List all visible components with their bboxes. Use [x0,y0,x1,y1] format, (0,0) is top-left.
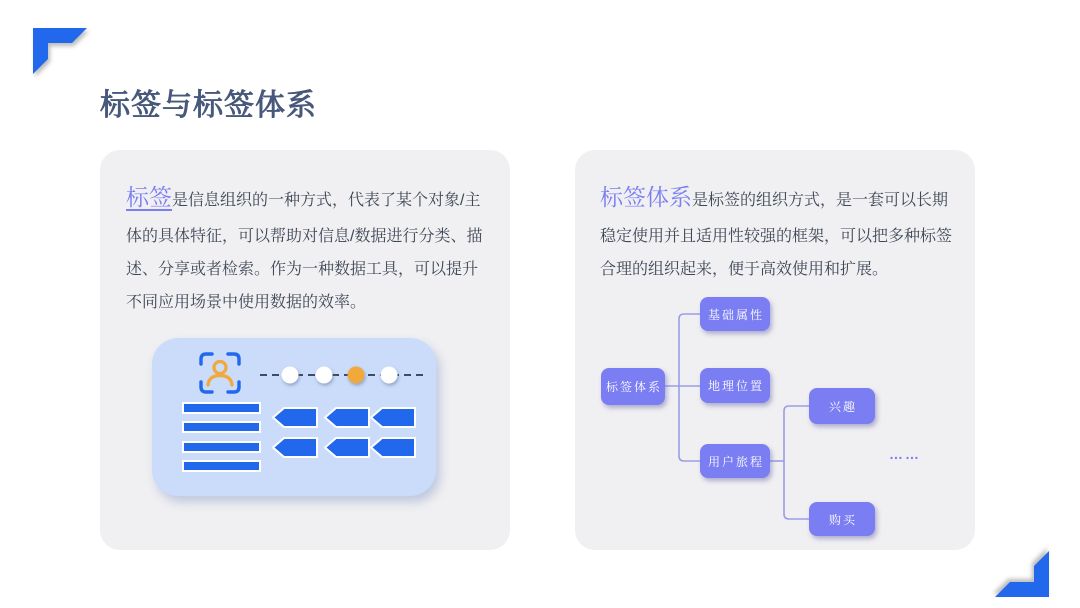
tree-node-interest: 兴趣 [809,388,875,424]
tree-connectors [575,150,975,550]
tag-definition-text [126,174,488,320]
corner-bracket-icon [995,546,1049,597]
text-line-bars [183,403,260,471]
tree-node-root: 标签体系 [601,368,665,405]
tag-body-text: 是信息组织的一种方式，代表了某个对象/主体的具体特征，可以帮助对信息/数据进行分类、描述、分享或者检索。作为一种数据工具，可以提升不同应用场景中使用数据的效率。 [126,192,483,311]
progress-dots [260,367,424,384]
tag-system-body-text: 是标签的组织方式，是一套可以长期稳定使用并且适用性较强的框架，可以把多种标签合理的组织起来，便于高效使用和扩展。 [600,192,953,278]
tree-node-user-journey: 用户旅程 [700,444,770,478]
tag-system-keyword: 标签体系 [600,184,692,210]
id-card-illustration [152,338,436,496]
tree-ellipsis: …… [889,446,921,462]
tag-keyword: 标签 [126,184,172,210]
page-title: 标签与标签体系 [100,89,317,122]
face-scan-icon [201,354,239,392]
tree-node-geo-location: 地理位置 [700,368,770,403]
tree-node-purchase: 购买 [809,502,875,536]
tag-definition-card [100,150,510,550]
tree-node-basic-attributes: 基础属性 [700,297,770,331]
tag-chips [273,408,415,457]
corner-bracket-icon [33,28,87,79]
tag-system-card [575,150,975,550]
